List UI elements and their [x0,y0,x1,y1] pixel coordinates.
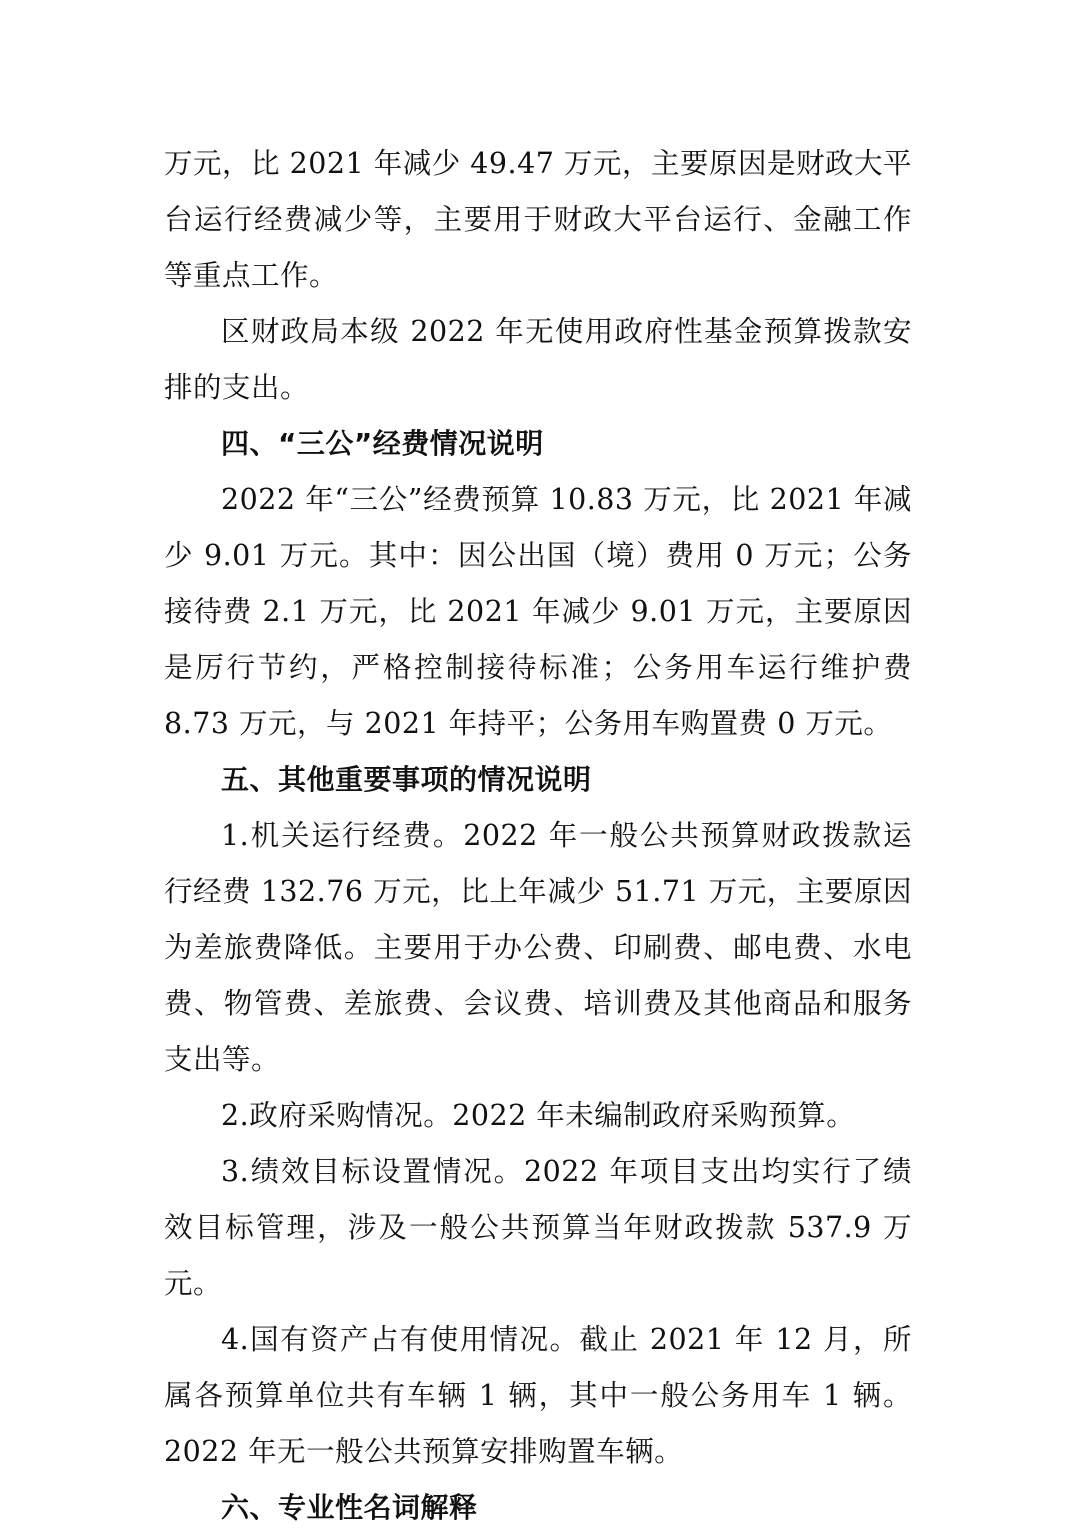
paragraph-fund-reduction: 万元，比 2021 年减少 49.47 万元，主要原因是财政大平台运行经费减少等，主要用于财政大平台运行、金融工作等重点工作。 [164,147,912,292]
heading-terms: 六、专业性名词解释 [221,1491,478,1524]
paragraph-three-public: 2022 年“三公”经费预算 10.83 万元，比 2021 年减少 9.01 万元。其中：因公出国（境）费用 0 万元；公务接待费 2.1 万元，比 2021 年减少 9.01 万元，主要原因是厉行节约，严格控制接待标准；公务用车运行维护费 8.73 万元，与 2021 年持平；公务用车购置费 0 万元。 [164,483,912,740]
paragraph-procurement: 2.政府采购情况。2022 年未编制政府采购预算。 [221,1099,856,1132]
paragraph-gov-fund: 区财政局本级 2022 年无使用政府性基金预算拨款安排的支出。 [164,315,912,404]
heading-three-public: 四、“三公”经费情况说明 [221,427,544,460]
paragraph-performance: 3.绩效目标设置情况。2022 年项目支出均实行了绩效目标管理，涉及一般公共预算当年财政拨款 537.9 万元。 [164,1155,912,1300]
heading-other-matters: 五、其他重要事项的情况说明 [221,763,592,796]
document-body [164,136,912,1536]
paragraph-operating-costs: 1.机关运行经费。2022 年一般公共预算财政拨款运行经费 132.76 万元，比上年减少 51.71 万元，主要原因为差旅费降低。主要用于办公费、印刷费、邮电费、水电费、物管费、差旅费、会议费、培训费及其他商品和服务支出等。 [164,819,912,1076]
paragraph-assets: 4.国有资产占有使用情况。截止 2021 年 12 月，所属各预算单位共有车辆 1 辆，其中一般公务用车 1 辆。2022 年无一般公共预算安排购置车辆。 [164,1323,912,1468]
